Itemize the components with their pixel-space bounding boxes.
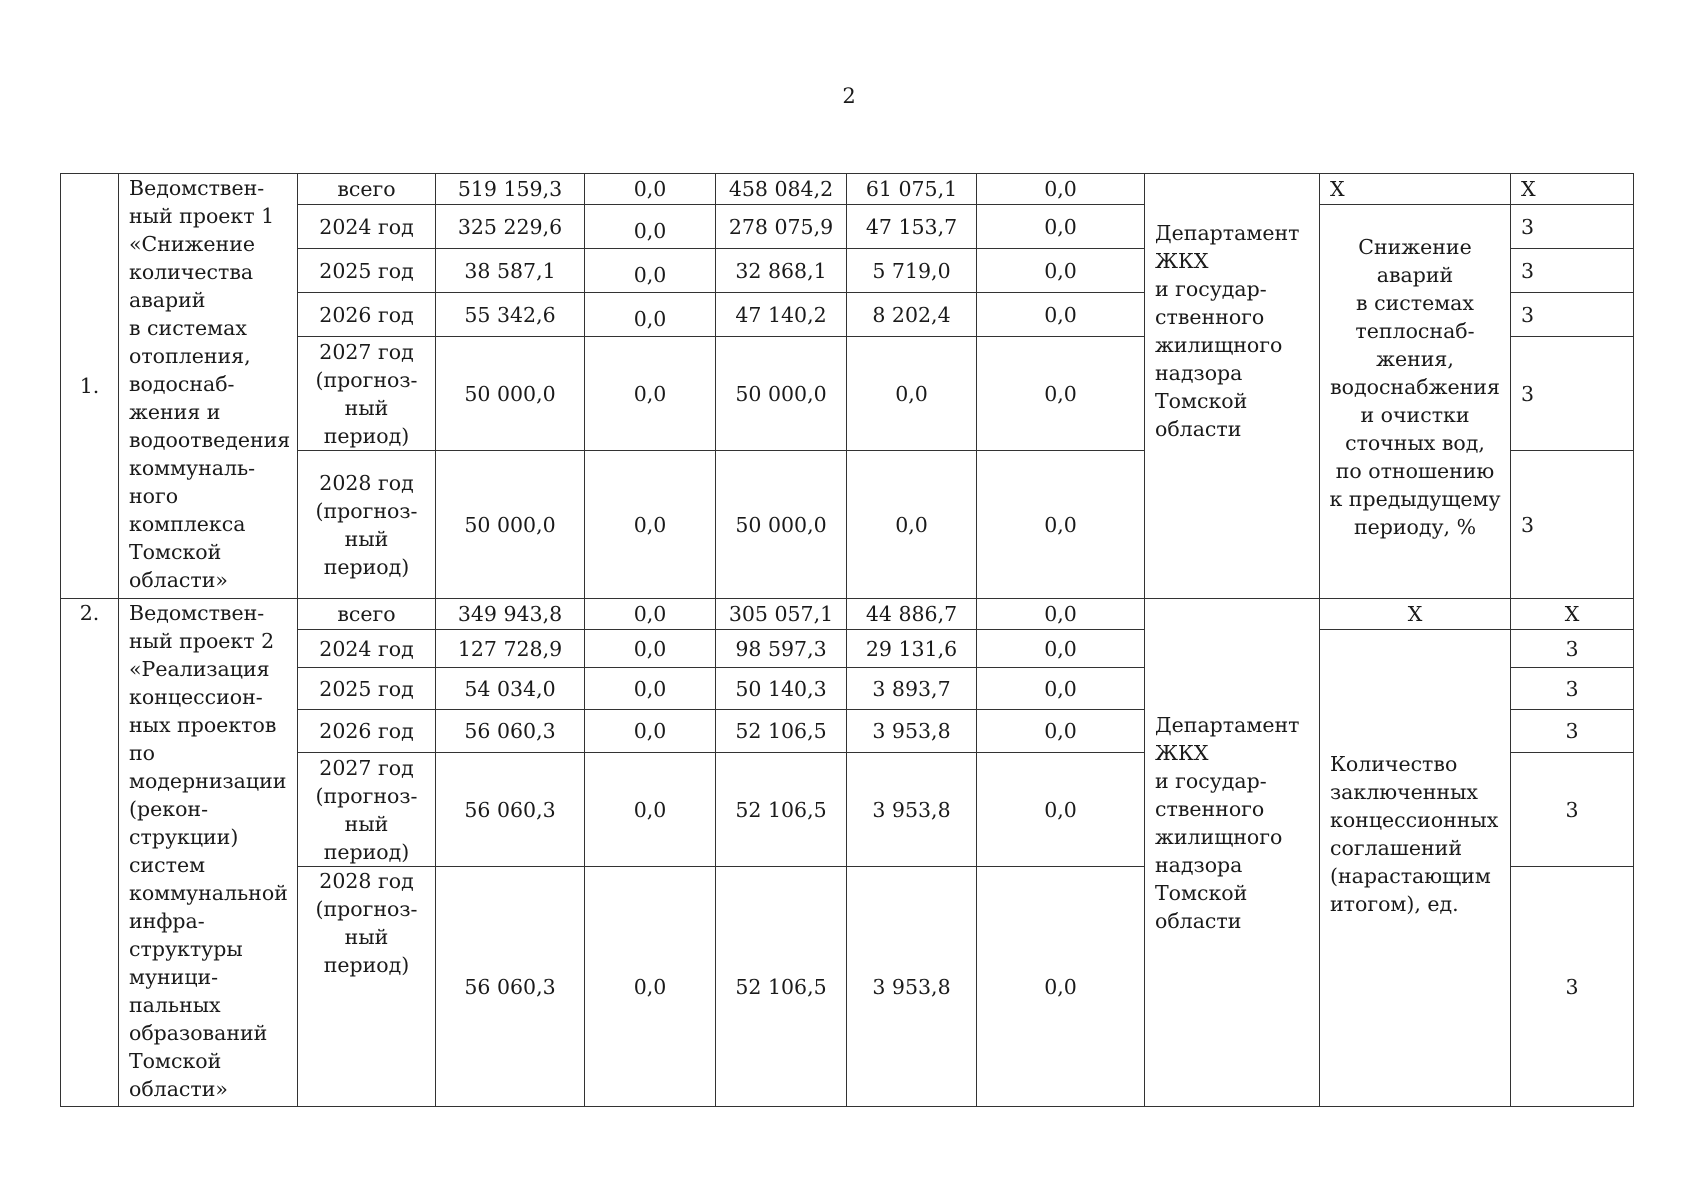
row-number: 1. [61,174,119,599]
indicator-value-cell: Х [1511,174,1634,205]
indicator-cell: Количество заключенных концессионных соглашений (нарастающим итогом), ед. [1320,630,1511,1107]
regional-cell: 52 106,5 [716,753,847,867]
regional-cell: 50 000,0 [716,337,847,451]
local-cell: 3 953,8 [847,867,977,1107]
other-cell: 0,0 [977,867,1145,1107]
other-cell: 0,0 [977,753,1145,867]
total-cell: 56 060,3 [436,753,585,867]
total-cell: 349 943,8 [436,599,585,630]
indicator-value-cell: 3 [1511,337,1634,451]
local-cell: 44 886,7 [847,599,977,630]
federal-cell: 0,0 [585,174,716,205]
indicator-header-cell: Х [1320,599,1511,630]
federal-cell: 0,0 [585,205,716,249]
federal-cell: 0,0 [585,451,716,599]
total-cell: 54 034,0 [436,668,585,710]
period-cell: 2025 год [298,249,436,293]
project-name: Ведомствен- ный проект 1 «Снижение количества аварий в системах отопления, водоснаб- жения и водоотведения коммуналь- ного комплекса Томской области» [119,174,298,599]
other-cell: 0,0 [977,599,1145,630]
indicator-value-cell: Х [1511,599,1634,630]
total-cell: 55 342,6 [436,293,585,337]
total-cell: 325 229,6 [436,205,585,249]
indicator-value-cell: 3 [1511,668,1634,710]
period-cell: 2026 год [298,710,436,753]
indicator-cell: Снижение аварий в системах теплоснаб- жения, водоснабжения и очистки сточных вод, по отношению к предыдущему периоду, % [1320,205,1511,599]
regional-cell: 52 106,5 [716,867,847,1107]
regional-cell: 50 000,0 [716,451,847,599]
indicator-value-cell: 3 [1511,249,1634,293]
local-cell: 3 893,7 [847,668,977,710]
period-cell: всего [298,599,436,630]
regional-cell: 305 057,1 [716,599,847,630]
page-number: 2 [842,84,856,108]
table-row [61,174,1634,205]
federal-cell: 0,0 [585,630,716,668]
row-number: 2. [61,599,119,1107]
indicator-value-cell: 3 [1511,293,1634,337]
period-cell: всего [298,174,436,205]
local-cell: 61 075,1 [847,174,977,205]
indicator-value-cell: 3 [1511,753,1634,867]
period-cell: 2028 год (прогноз- ный период) [298,867,436,1107]
other-cell: 0,0 [977,337,1145,451]
local-cell: 0,0 [847,451,977,599]
total-cell: 50 000,0 [436,337,585,451]
period-cell: 2027 год (прогноз- ный период) [298,337,436,451]
other-cell: 0,0 [977,451,1145,599]
period-cell: 2027 год (прогноз- ный период) [298,753,436,867]
federal-cell: 0,0 [585,867,716,1107]
period-cell: 2024 год [298,205,436,249]
department-cell: Департамент ЖКХ и государ- ственного жилищного надзора Томской области [1145,174,1320,599]
local-cell: 8 202,4 [847,293,977,337]
other-cell: 0,0 [977,174,1145,205]
indicator-header-cell: Х [1320,174,1511,205]
total-cell: 56 060,3 [436,710,585,753]
local-cell: 3 953,8 [847,753,977,867]
local-cell: 5 719,0 [847,249,977,293]
indicator-value-cell: 3 [1511,451,1634,599]
federal-cell: 0,0 [585,599,716,630]
total-cell: 56 060,3 [436,867,585,1107]
table-row [61,599,1634,630]
indicator-value-cell: 3 [1511,205,1634,249]
indicator-value-cell: 3 [1511,710,1634,753]
federal-cell: 0,0 [585,337,716,451]
local-cell: 3 953,8 [847,710,977,753]
other-cell: 0,0 [977,205,1145,249]
indicator-value-cell: 3 [1511,867,1634,1107]
federal-cell: 0,0 [585,293,716,337]
total-cell: 127 728,9 [436,630,585,668]
regional-cell: 50 140,3 [716,668,847,710]
regional-cell: 458 084,2 [716,174,847,205]
regional-cell: 52 106,5 [716,710,847,753]
local-cell: 0,0 [847,337,977,451]
period-cell: 2025 год [298,668,436,710]
period-cell: 2028 год (прогноз- ный период) [298,451,436,599]
department-cell: Департамент ЖКХ и государ- ственного жилищного надзора Томской области [1145,599,1320,1107]
local-cell: 29 131,6 [847,630,977,668]
project-name: Ведомствен- ный проект 2 «Реализация концессион- ных проектов по модернизации (рекон- струкции) систем коммунальной инфра- структуры муници- пальных образований Томской области» [119,599,298,1107]
period-cell: 2026 год [298,293,436,337]
regional-cell: 278 075,9 [716,205,847,249]
total-cell: 50 000,0 [436,451,585,599]
total-cell: 38 587,1 [436,249,585,293]
federal-cell: 0,0 [585,710,716,753]
federal-cell: 0,0 [585,668,716,710]
regional-cell: 47 140,2 [716,293,847,337]
other-cell: 0,0 [977,293,1145,337]
federal-cell: 0,0 [585,249,716,293]
local-cell: 47 153,7 [847,205,977,249]
other-cell: 0,0 [977,668,1145,710]
other-cell: 0,0 [977,710,1145,753]
other-cell: 0,0 [977,249,1145,293]
indicator-value-cell: 3 [1511,630,1634,668]
regional-cell: 98 597,3 [716,630,847,668]
total-cell: 519 159,3 [436,174,585,205]
period-cell: 2024 год [298,630,436,668]
budget-table [60,173,1634,1107]
regional-cell: 32 868,1 [716,249,847,293]
federal-cell: 0,0 [585,753,716,867]
other-cell: 0,0 [977,630,1145,668]
